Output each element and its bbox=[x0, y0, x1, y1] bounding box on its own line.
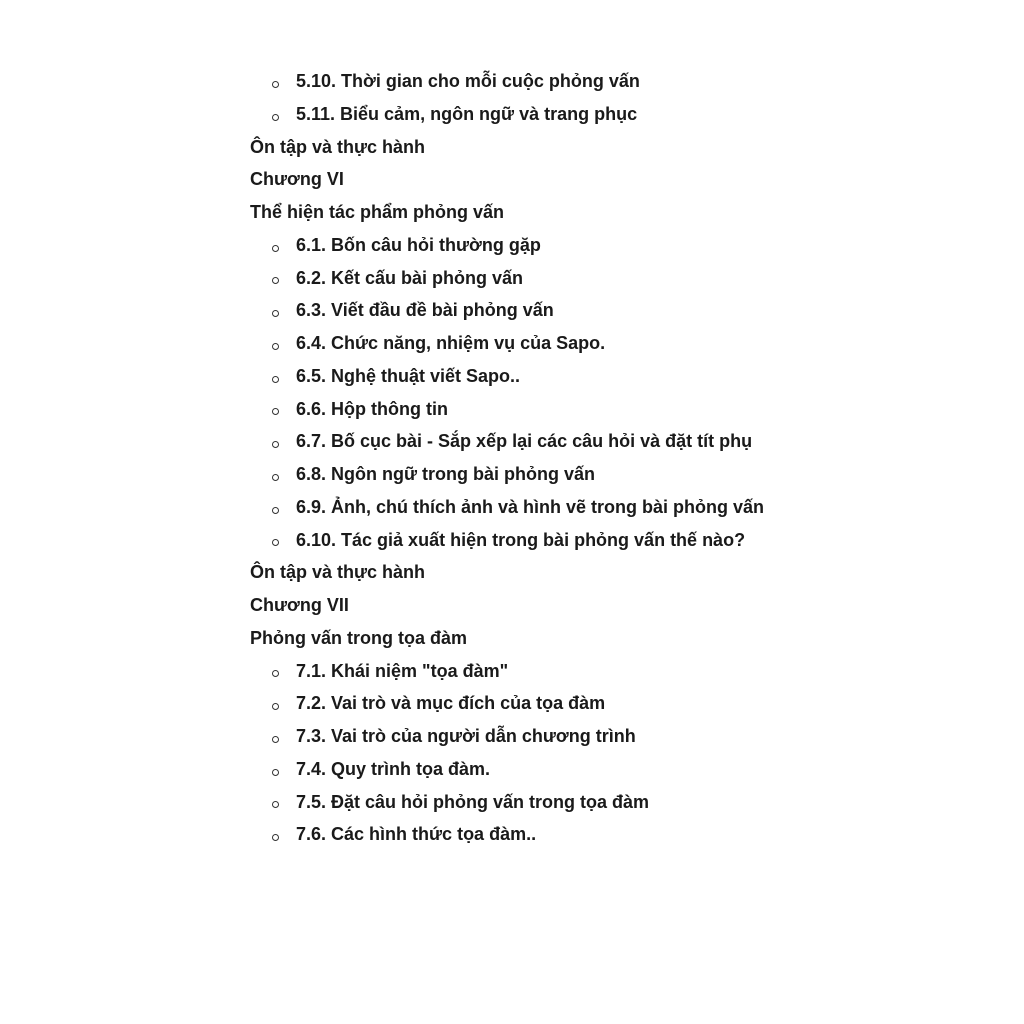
toc-item-text: 5.11. Biểu cảm, ngôn ngữ và trang phục bbox=[296, 103, 638, 124]
toc-subitem bbox=[250, 687, 764, 720]
toc-item-text: 7.6. Các hình thức tọa đàm.. bbox=[296, 824, 537, 845]
circle-bullet-icon bbox=[272, 343, 279, 350]
circle-bullet-icon bbox=[272, 277, 279, 284]
toc-subitem bbox=[250, 524, 764, 557]
toc-subitem bbox=[250, 262, 764, 295]
toc-item-text: Ôn tập và thực hành bbox=[250, 562, 426, 583]
toc-heading bbox=[250, 196, 764, 229]
toc-heading bbox=[250, 589, 764, 622]
toc-subitem bbox=[250, 491, 764, 524]
toc-item-text: 6.4. Chức năng, nhiệm vụ của Sapo. bbox=[296, 333, 606, 353]
toc-heading bbox=[250, 622, 764, 655]
toc-subitem bbox=[250, 360, 764, 393]
toc-item-text: Chương VI bbox=[250, 169, 344, 190]
toc-item-text: 6.8. Ngôn ngữ trong bài phỏng vấn bbox=[296, 464, 596, 484]
circle-bullet-icon bbox=[272, 801, 279, 808]
toc-item-text: 6.6. Hộp thông tin bbox=[296, 398, 448, 419]
circle-bullet-icon bbox=[272, 408, 279, 415]
toc-item-text: 6.1. Bốn câu hỏi thường gặp bbox=[296, 234, 541, 255]
circle-bullet-icon bbox=[272, 769, 279, 776]
toc-subitem bbox=[250, 229, 764, 262]
toc-item-text: 6.2. Kết cấu bài phỏng vấn bbox=[296, 267, 524, 288]
circle-bullet-icon bbox=[272, 736, 279, 743]
toc-item-text: Phỏng vấn trong tọa đàm bbox=[250, 627, 468, 648]
toc-item-text: 7.4. Quy trình tọa đàm. bbox=[296, 758, 491, 779]
table-of-contents bbox=[250, 65, 764, 851]
toc-subitem bbox=[250, 327, 764, 360]
circle-bullet-icon bbox=[272, 376, 279, 383]
toc-item-text: 7.1. Khái niệm "tọa đàm" bbox=[296, 660, 509, 681]
toc-subitem bbox=[250, 753, 764, 786]
circle-bullet-icon bbox=[272, 474, 279, 481]
toc-heading bbox=[250, 163, 764, 196]
toc-item-text: 7.5. Đặt câu hỏi phỏng vấn trong tọa đàm bbox=[296, 791, 650, 812]
toc-subitem bbox=[250, 818, 764, 851]
toc-subitem bbox=[250, 425, 764, 458]
toc-item-text: 7.3. Vai trò của người dẫn chương trình bbox=[296, 726, 636, 746]
circle-bullet-icon bbox=[272, 834, 279, 841]
toc-item-text: 7.2. Vai trò và mục đích của tọa đàm bbox=[296, 693, 606, 714]
toc-heading bbox=[250, 556, 764, 589]
toc-subitem bbox=[250, 458, 764, 491]
toc-item-text: Ôn tập và thực hành bbox=[250, 136, 426, 157]
circle-bullet-icon bbox=[272, 507, 279, 514]
toc-subitem bbox=[250, 786, 764, 819]
toc-item-text: Chương VII bbox=[250, 595, 349, 615]
circle-bullet-icon bbox=[272, 539, 279, 546]
circle-bullet-icon bbox=[272, 703, 279, 710]
toc-subitem bbox=[250, 720, 764, 753]
toc-item-text: 6.5. Nghệ thuật viết Sapo.. bbox=[296, 365, 521, 386]
toc-item-text: 6.9. Ảnh, chú thích ảnh và hình vẽ trong bài phỏng vấn bbox=[296, 496, 765, 517]
circle-bullet-icon bbox=[272, 81, 279, 88]
toc-subitem bbox=[250, 294, 764, 327]
circle-bullet-icon bbox=[272, 441, 279, 448]
toc-subitem bbox=[250, 655, 764, 688]
toc-item-text: 6.7. Bố cục bài - Sắp xếp lại các câu hỏi và đặt tít phụ bbox=[296, 431, 753, 452]
toc-subitem bbox=[250, 98, 764, 131]
toc-item-text: 5.10. Thời gian cho mỗi cuộc phỏng vấn bbox=[296, 71, 640, 91]
circle-bullet-icon bbox=[272, 114, 279, 121]
toc-subitem bbox=[250, 393, 764, 426]
toc-subitem bbox=[250, 65, 764, 98]
circle-bullet-icon bbox=[272, 670, 279, 677]
circle-bullet-icon bbox=[272, 245, 279, 252]
toc-item-text: 6.3. Viết đầu đề bài phỏng vấn bbox=[296, 300, 554, 321]
toc-item-text: Thể hiện tác phẩm phỏng vấn bbox=[250, 202, 505, 222]
toc-item-text: 6.10. Tác giả xuất hiện trong bài phỏng vấn thế nào? bbox=[296, 529, 746, 550]
circle-bullet-icon bbox=[272, 310, 279, 317]
toc-heading bbox=[250, 131, 764, 164]
